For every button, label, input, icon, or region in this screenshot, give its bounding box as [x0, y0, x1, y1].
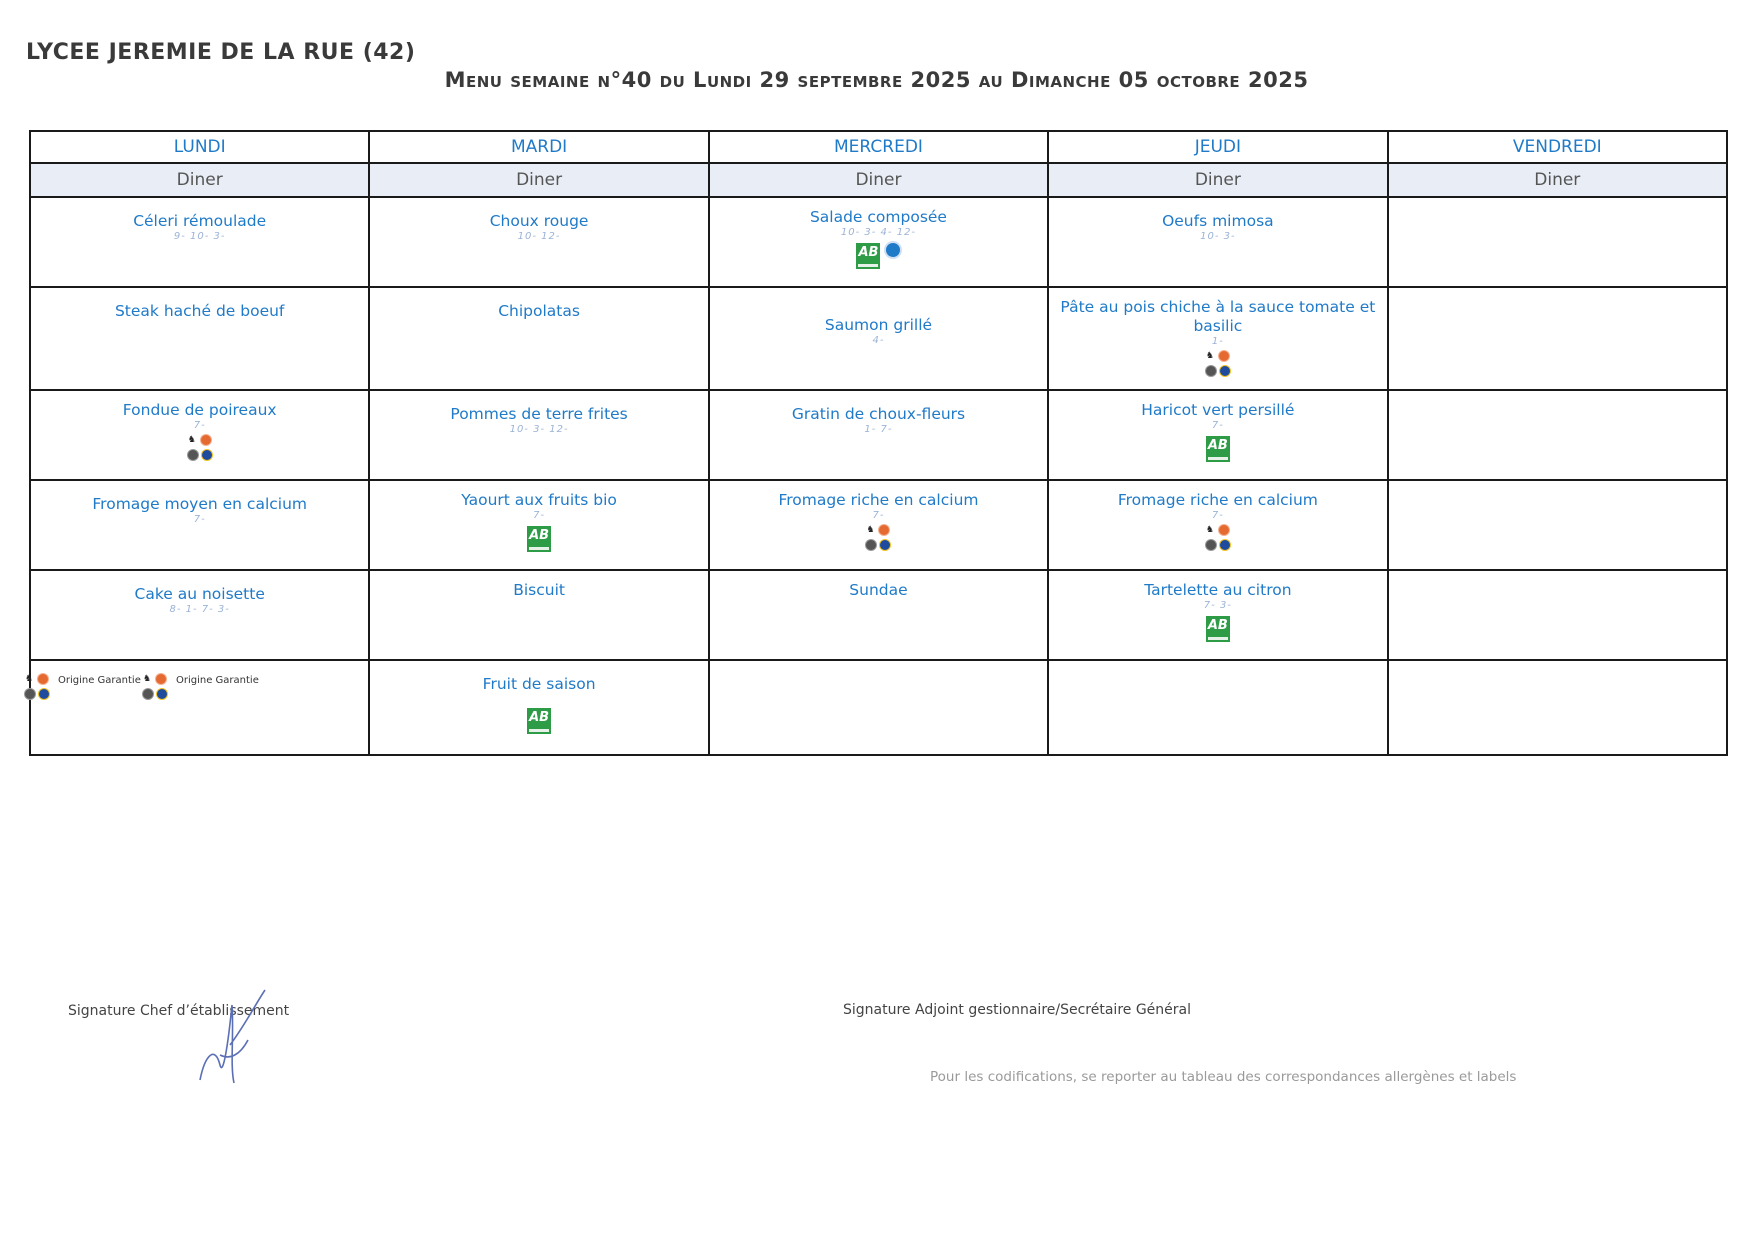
menu-cell: [30, 287, 369, 390]
allergen-codes: 7-: [1211, 510, 1224, 521]
service-row: [30, 163, 1727, 197]
menu-cell: [709, 570, 1048, 660]
menu-cell-empty: [1388, 197, 1727, 287]
service-label: Diner: [709, 163, 1048, 197]
dish-name: Pâte au pois chiche à la sauce tomate et basilic: [1060, 298, 1376, 335]
allergen-codes: 7-: [193, 420, 206, 431]
menu-row-mains: [30, 287, 1727, 390]
day-header-row: [30, 131, 1727, 163]
dish-name: Haricot vert persillé: [1141, 401, 1295, 419]
dish-name: Fromage moyen en calcium: [92, 495, 307, 513]
origine-garantie-icon: ♞: [1205, 351, 1231, 381]
menu-cell-empty: [1388, 390, 1727, 480]
menu-cell-empty: [1388, 287, 1727, 390]
menu-cell: [1048, 480, 1387, 570]
school-title: LYCEE JEREMIE DE LA RUE (42): [26, 40, 416, 65]
eu-label-icon: [886, 243, 900, 257]
menu-cell: [369, 480, 708, 570]
menu-cell: [709, 197, 1048, 287]
menu-cell: [369, 660, 708, 755]
service-label: Diner: [1388, 163, 1727, 197]
day-header: JEUDI: [1048, 131, 1387, 163]
menu-row-extra: [30, 660, 1727, 755]
menu-cell: [709, 480, 1048, 570]
origine-garantie-icon: ♞: [24, 674, 50, 704]
dish-name: Cake au noisette: [134, 585, 265, 603]
dish-name: Pommes de terre frites: [450, 405, 628, 423]
legend-label: Origine Garantie: [58, 675, 141, 686]
menu-cell: [709, 287, 1048, 390]
menu-cell: [709, 390, 1048, 480]
organic-ab-icon: AB: [1206, 616, 1230, 642]
dish-name: Fromage riche en calcium: [1117, 491, 1318, 509]
menu-cell: [1048, 197, 1387, 287]
dish-name: Fruit de saison: [482, 675, 596, 693]
dish-name: Céleri rémoulade: [133, 212, 267, 230]
dish-name: Biscuit: [513, 581, 565, 599]
allergen-codes: 1- 7-: [864, 424, 893, 435]
menu-cell: [1048, 390, 1387, 480]
organic-ab-icon: AB: [527, 526, 551, 552]
origine-garantie-icon: ♞: [187, 435, 213, 465]
menu-cell-empty: [709, 660, 1048, 755]
menu-cell: [30, 390, 369, 480]
origine-garantie-icon: ♞: [142, 674, 168, 704]
organic-ab-icon: AB: [856, 243, 880, 269]
dish-name: Chipolatas: [498, 302, 580, 320]
dish-name: Choux rouge: [489, 212, 589, 230]
menu-cell: [30, 197, 369, 287]
menu-cell: [30, 570, 369, 660]
menu-row-starters: [30, 197, 1727, 287]
menu-row-sides: [30, 390, 1727, 480]
signature-chef-label: Signature Chef d’établissement: [68, 1003, 290, 1019]
menu-cell-empty: [1388, 570, 1727, 660]
service-label: Diner: [30, 163, 369, 197]
service-label: Diner: [369, 163, 708, 197]
legend-item: [24, 674, 141, 704]
dish-name: Oeufs mimosa: [1162, 212, 1274, 230]
menu-cell-empty: [1048, 660, 1387, 755]
menu-cell: [369, 390, 708, 480]
menu-cell: [369, 197, 708, 287]
menu-row-dairy: [30, 480, 1727, 570]
day-header: MERCREDI: [709, 131, 1048, 163]
allergen-codes: 10- 3- 4- 12-: [840, 227, 917, 238]
menu-week-title: Menu semaine n°40 du Lundi 29 septembre 2025 au Dimanche 05 octobre 2025: [444, 68, 1309, 92]
dish-name: Yaourt aux fruits bio: [461, 491, 617, 509]
dish-name: Tartelette au citron: [1144, 581, 1292, 599]
menu-cell: [1048, 570, 1387, 660]
allergen-codes: 7-: [533, 510, 546, 521]
origine-garantie-icon: ♞: [865, 525, 891, 555]
allergen-codes: 1-: [1211, 336, 1224, 347]
legend-label: Origine Garantie: [176, 675, 259, 686]
footer-note: Pour les codifications, se reporter au tableau des correspondances allergènes et labels: [930, 1069, 1517, 1085]
allergen-codes: 7-: [1211, 420, 1224, 431]
menu-cell-empty: [1388, 660, 1727, 755]
organic-ab-icon: AB: [1206, 436, 1230, 462]
allergen-codes: 7- 3-: [1203, 600, 1232, 611]
day-header: LUNDI: [30, 131, 369, 163]
allergen-codes: 10- 3- 12-: [509, 424, 569, 435]
day-header: VENDREDI: [1388, 131, 1727, 163]
menu-cell: [369, 287, 708, 390]
menu-cell: [369, 570, 708, 660]
service-label: Diner: [1048, 163, 1387, 197]
menu-table: [29, 130, 1728, 756]
day-header: MARDI: [369, 131, 708, 163]
legend-item: [142, 674, 259, 704]
allergen-codes: 9- 10- 3-: [173, 231, 226, 242]
allergen-codes: 4-: [872, 335, 885, 346]
menu-cell: [1048, 287, 1387, 390]
menu-cell-empty: [1388, 480, 1727, 570]
signature-adjoint-label: Signature Adjoint gestionnaire/Secrétaire Général: [843, 1002, 1191, 1018]
dish-name: Steak haché de boeuf: [114, 302, 285, 320]
allergen-codes: 7-: [872, 510, 885, 521]
menu-row-desserts: [30, 570, 1727, 660]
dish-name: Saumon grillé: [824, 316, 933, 334]
dish-name: Salade composée: [809, 208, 947, 226]
menu-cell: [30, 480, 369, 570]
origine-garantie-icon: ♞: [1205, 525, 1231, 555]
allergen-codes: 8- 1- 7- 3-: [169, 604, 230, 615]
dish-name: Sundae: [849, 581, 908, 599]
allergen-codes: 10- 3-: [1200, 231, 1236, 242]
handwritten-signature: [190, 985, 280, 1085]
dish-name: Gratin de choux-fleurs: [791, 405, 966, 423]
dish-name: Fondue de poireaux: [122, 401, 277, 419]
organic-ab-icon: AB: [527, 708, 551, 734]
allergen-codes: 7-: [193, 514, 206, 525]
allergen-codes: 10- 12-: [517, 231, 561, 242]
dish-name: Fromage riche en calcium: [778, 491, 979, 509]
